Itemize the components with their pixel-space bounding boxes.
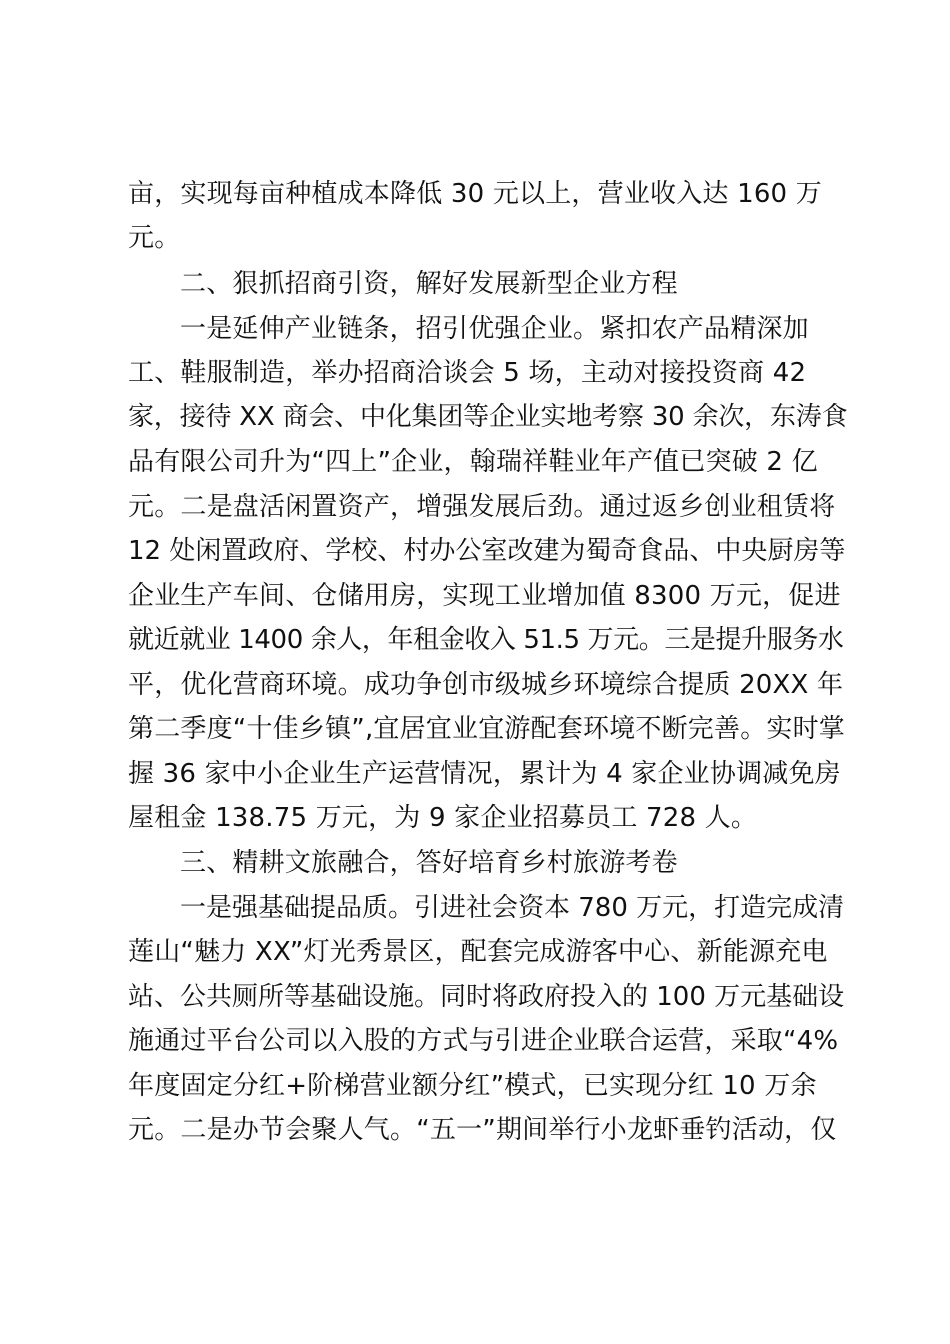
text-line: 12 处闲置政府、学校、村办公室改建为蜀奇食品、中央厨房等 — [128, 536, 846, 566]
text-line: 一是延伸产业链条，招引优强企业。紧扣农产品精深加 — [180, 314, 809, 344]
text-line: 家，接待 XX 商会、中化集团等企业实地考察 30 余次，东涛食 — [128, 402, 848, 432]
text-line: 工、鞋服制造，举办招商洽谈会 5 场，主动对接投资商 42 — [128, 358, 807, 388]
text-line: 平，优化营商环境。成功争创市级城乡环境综合提质 20XX 年 — [128, 670, 844, 700]
text-line: 就近就业 1400 余人，年租金收入 51.5 万元。三是提升服务水 — [128, 625, 844, 655]
text-line: 站、公共厕所等基础设施。同时将政府投入的 100 万元基础设 — [128, 982, 845, 1012]
text-line: 屋租金 138.75 万元，为 9 家企业招募员工 728 人。 — [128, 803, 758, 833]
text-line: 元。二是盘活闲置资产，增强发展后劲。通过返乡创业租赁将 — [128, 492, 836, 522]
text-line: 企业生产车间、仓储用房，实现工业增加值 8300 万元，促进 — [128, 581, 841, 611]
text-line: 施通过平台公司以入股的方式与引进企业联合运营，采取“4% — [128, 1026, 839, 1056]
text-line: 一是强基础提品质。引进社会资本 780 万元，打造完成清 — [180, 893, 845, 923]
section-heading: 三、精耕文旅融合，答好培育乡村旅游考卷 — [180, 848, 678, 878]
section-heading: 二、狠抓招商引资，解好发展新型企业方程 — [180, 269, 678, 299]
text-line: 年度固定分红+阶梯营业额分红”模式，已实现分红 10 万余 — [128, 1071, 817, 1101]
text-line: 莲山“魅力 XX”灯光秀景区，配套完成游客中心、新能源充电 — [128, 937, 828, 967]
text-line: 握 36 家中小企业生产运营情况，累计为 4 家企业协调减免房 — [128, 759, 841, 789]
text-line: 元。二是办节会聚人气。“五一”期间举行小龙虾垂钓活动，仅 — [128, 1115, 837, 1145]
text-line: 元。 — [128, 223, 181, 253]
text-line: 亩，实现每亩种植成本降低 30 元以上，营业收入达 160 万 — [128, 179, 822, 209]
text-line: 第二季度“十佳乡镇”,宜居宜业宜游配套环境不断完善。实时掌 — [128, 714, 846, 744]
text-line: 品有限公司升为“四上”企业，翰瑞祥鞋业年产值已突破 2 亿 — [128, 447, 818, 477]
